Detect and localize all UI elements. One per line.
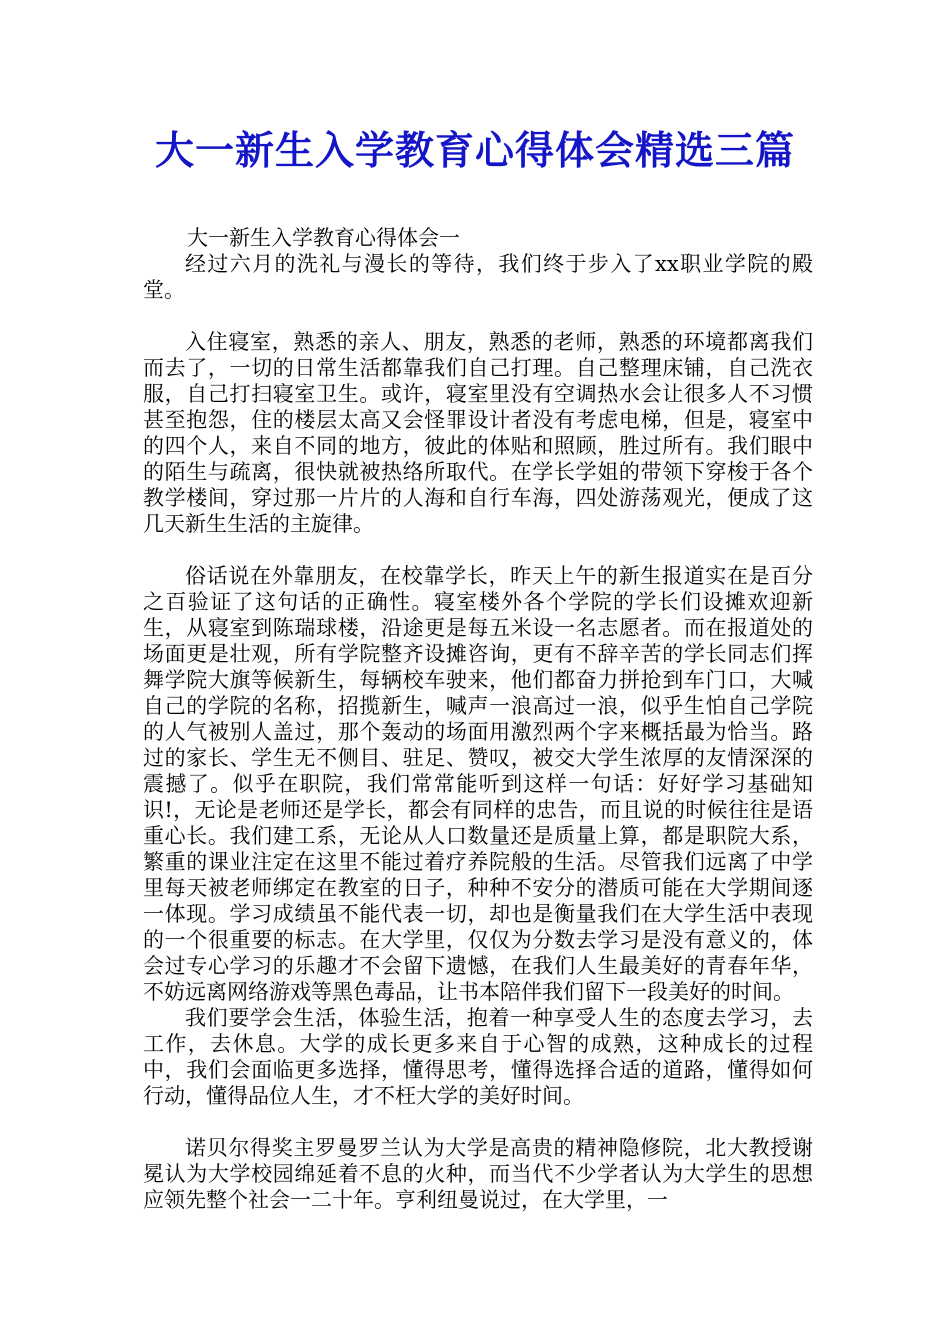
paragraph-gap	[143, 537, 813, 563]
paragraph-2: 入住寝室，熟悉的亲人、朋友，熟悉的老师，熟悉的环境都离我们而去了，一切的日常生活都靠我们自己打理。自己整理床铺，自己洗衣服，自己打扫寝室卫生。或许，寝室里没有空调热水会让很多人不习惯甚至抱怨，住的楼层太高又会怪罪设计者没有考虑电梯，但是，寝室中的四个人，来自不同的地方，彼此的体贴和照顾，胜过所有。我们眼中的陌生与疏离，很快就被热络所取代。在学长学姐的带领下穿梭于各个教学楼间，穿过那一片片的人海和自行车海，四处游荡观光，便成了这几天新生生活的主旋律。	[143, 330, 813, 536]
paragraph-4: 我们要学会生活，体验生活，抱着一种享受人生的态度去学习，去工作，去休息。大学的成长更多来自于心智的成熟，这种成长的过程中，我们会面临更多选择，懂得思考，懂得选择合适的道路，懂得如何行动，懂得品位人生，才不枉大学的美好时间。	[143, 1006, 813, 1108]
paragraph-3: 俗话说在外靠朋友，在校靠学长，昨天上午的新生报道实在是百分之百验证了这句话的正确性。寝室楼外各个学院的学长们设摊欢迎新生，从寝室到陈瑞球楼，沿途更是每五米设一名志愿者。而在报道处的场面更是壮观，所有学院整齐设摊咨询，更有不辞辛苦的学长同志们挥舞学院大旗等候新生，每辆校车驶来，他们都奋力拼抢到车门口，大喊自己的学院的名称，招揽新生，喊声一浪高过一浪，似乎生怕自己学院的人气被别人盖过，那个轰动的场面用激烈两个字来概括最为恰当。路过的家长、学生无不侧目、驻足、赞叹，被交大学生浓厚的友情深深的震撼了。似乎在职院，我们常常能听到这样一句话：好好学习基础知识!，无论是老师还是学长，都会有同样的忠告，而且说的时候往往是语重心长。我们建工系，无论从人口数量还是质量上算，都是职院大系，繁重的课业注定在这里不能过着疗养院般的生活。尽管我们远离了中学里每天被老师绑定在教室的日子，种种不安分的潜质可能在大学期间逐一体现。学习成绩虽不能代表一切，却也是衡量我们在大学生活中表现的一个很重要的标志。在大学里，仅仅为分数去学习是没有意义的，体会过专心学习的乐趣才不会留下遗憾，在我们人生最美好的青春年华，不妨远离网络游戏等黑色毒品，让书本陪伴我们留下一段美好的时间。	[143, 564, 813, 1004]
section-subtitle: 大一新生入学教育心得体会一	[187, 226, 460, 250]
paragraph-1: 经过六月的洗礼与漫长的等待，我们终于步入了xx职业学院的殿堂。	[143, 252, 813, 302]
document-body	[143, 225, 813, 1213]
document-title: 大一新生入学教育心得体会精选三篇	[154, 129, 795, 174]
paragraph-5: 诺贝尔得奖主罗曼罗兰认为大学是高贵的精神隐修院，北大教授谢冕认为大学校园绵延着不息的火种，而当代不少学者认为大学生的思想应领先整个社会一二十年。亨利纽曼说过，在大学里，一	[143, 1136, 813, 1212]
paragraph-gap	[143, 303, 813, 329]
paragraph-gap	[143, 1109, 813, 1135]
